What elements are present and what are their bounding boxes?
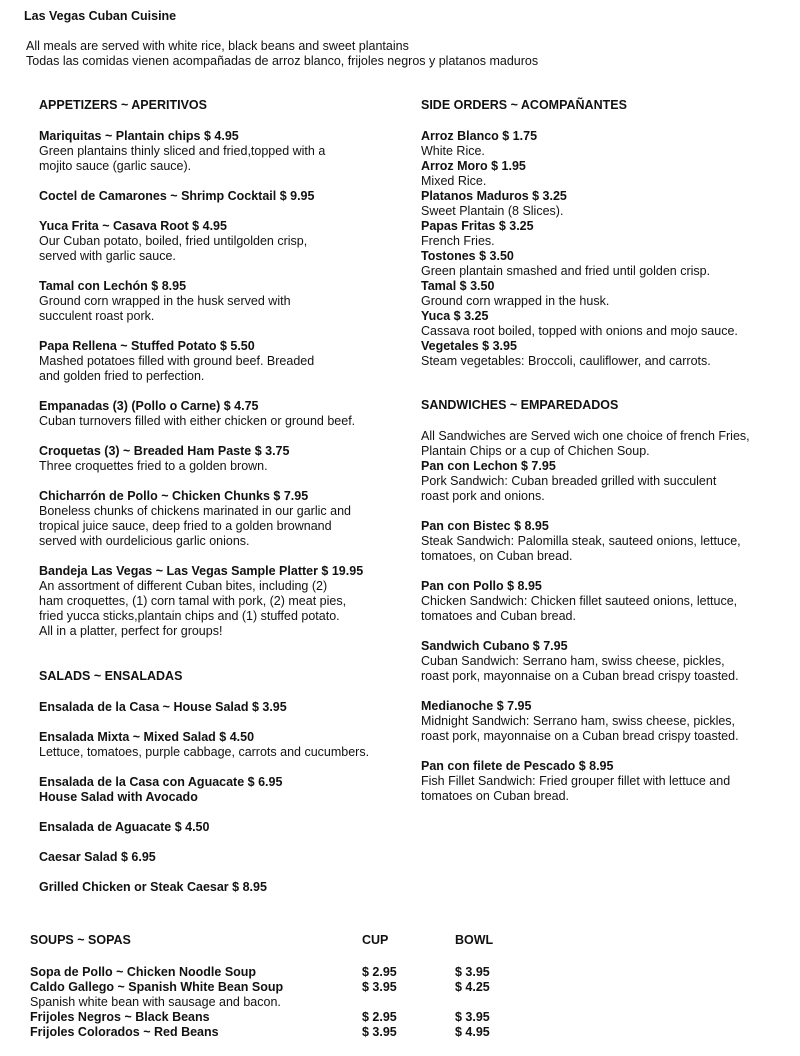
menu-item-name: Ensalada de la Casa ~ House Salad $ 3.95: [39, 700, 287, 714]
menu-item-description: Cassava root boiled, topped with onions and mojo sauce.: [421, 324, 738, 338]
menu-item-name-english: House Salad with Avocado: [39, 790, 198, 804]
menu-item: [421, 309, 791, 339]
menu-item: [421, 129, 791, 159]
salads-section: [39, 669, 409, 895]
menu-item-name: Sandwich Cubano $ 7.95: [421, 639, 568, 653]
menu-item-description: Lettuce, tomatoes, purple cabbage, carrots and cucumbers.: [39, 745, 370, 759]
soup-row: [30, 965, 590, 980]
intro-line-english: All meals are served with white rice, black beans and sweet plantains: [26, 39, 409, 53]
menu-item-description: Ground corn wrapped in the husk served with succulent roast pork.: [39, 294, 291, 323]
soup-name: Sopa de Pollo ~ Chicken Noodle Soup: [30, 965, 257, 979]
appetizers-heading: APPETIZERS ~ APERITIVOS: [39, 98, 207, 112]
sandwiches-note: All Sandwiches are Served wich one choice of french Fries, Plantain Chips or a cup of Chichen Soup.: [421, 429, 750, 458]
menu-item-name: Pan con Bistec $ 8.95: [421, 519, 549, 533]
menu-item: [39, 279, 409, 324]
soups-header-row: [30, 933, 590, 948]
soup-row: [30, 1025, 590, 1040]
menu-item-name: Grilled Chicken or Steak Caesar $ 8.95: [39, 880, 267, 894]
menu-item-description: Cuban Sandwich: Serrano ham, swiss cheese, pickles, roast pork, mayonnaise on a Cuban bread crispy toasted.: [421, 654, 739, 683]
menu-item-name: Empanadas (3) (Pollo o Carne) $ 4.75: [39, 399, 259, 413]
menu-item: [39, 189, 409, 204]
menu-item: [39, 820, 409, 835]
menu-item-name: Pan con filete de Pescado $ 8.95: [421, 759, 614, 773]
menu-item: [39, 219, 409, 264]
menu-item-description: Cuban turnovers filled with either chicken or ground beef.: [39, 414, 356, 428]
menu-item: [421, 189, 791, 219]
menu-item-name: Coctel de Camarones ~ Shrimp Cocktail $ 9.95: [39, 189, 315, 203]
menu-item-name: Arroz Moro $ 1.95: [421, 159, 526, 173]
menu-item-name: Yuca $ 3.25: [421, 309, 489, 323]
menu-item: [421, 639, 791, 684]
menu-item: [39, 399, 409, 429]
menu-item-name: Medianoche $ 7.95: [421, 699, 532, 713]
menu-item: [421, 159, 791, 189]
menu-item-description: Mixed Rice.: [421, 174, 487, 188]
menu-item-name: Pan con Pollo $ 8.95: [421, 579, 542, 593]
menu-item-name: Tamal con Lechón $ 8.95: [39, 279, 187, 293]
menu-item-description: Our Cuban potato, boiled, fried untilgolden crisp, served with garlic sauce.: [39, 234, 308, 263]
appetizers-section: [39, 98, 409, 639]
menu-item-name: Tamal $ 3.50: [421, 279, 495, 293]
menu-item: [421, 339, 791, 369]
page-title: Las Vegas Cuban Cuisine: [24, 9, 177, 23]
menu-item: [39, 339, 409, 384]
menu-item-description: Fish Fillet Sandwich: Fried grouper fillet with lettuce and tomatoes on Cuban bread.: [421, 774, 731, 803]
menu-item: [421, 249, 791, 279]
menu-item: [39, 775, 409, 805]
menu-item: [421, 519, 791, 564]
menu-item-name: Vegetales $ 3.95: [421, 339, 517, 353]
menu-item-description: Pork Sandwich: Cuban breaded grilled with succulent roast pork and onions.: [421, 474, 717, 503]
menu-item: [421, 279, 791, 309]
menu-item-description: White Rice.: [421, 144, 485, 158]
menu-item: [421, 459, 791, 504]
soups-rows: [30, 965, 590, 1040]
menu-item-name: Bandeja Las Vegas ~ Las Vegas Sample Platter $ 19.95: [39, 564, 364, 578]
menu-item: [39, 700, 409, 715]
sides-section: [421, 98, 791, 369]
soups-section: [30, 933, 590, 1040]
menu-item: [421, 699, 791, 744]
menu-item-description: Green plantain smashed and fried until golden crisp.: [421, 264, 711, 278]
menu-item-description: Chicken Sandwich: Chicken fillet sauteed onions, lettuce, tomatoes and Cuban bread.: [421, 594, 738, 623]
menu-item-description: Steam vegetables: Broccoli, cauliflower, and carrots.: [421, 354, 711, 368]
menu-item: [39, 444, 409, 474]
right-column: [421, 98, 791, 804]
menu-item-name: Arroz Blanco $ 1.75: [421, 129, 538, 143]
soup-bowl-price: $ 4.95: [455, 1025, 490, 1039]
menu-item: [39, 730, 409, 760]
menu-item-name: Platanos Maduros $ 3.25: [421, 189, 567, 203]
soup-row: [30, 1010, 590, 1025]
soups-heading: SOUPS ~ SOPAS: [30, 933, 131, 947]
soup-row: [30, 980, 590, 995]
sandwiches-heading: SANDWICHES ~ EMPAREDADOS: [421, 398, 619, 412]
menu-item-name: Caesar Salad $ 6.95: [39, 850, 156, 864]
soup-bowl-price: $ 3.95: [455, 1010, 490, 1024]
intro-line-spanish: Todas las comidas vienen acompañadas de arroz blanco, frijoles negros y platanos maduros: [26, 54, 539, 68]
menu-item-description: Midnight Sandwich: Serrano ham, swiss cheese, pickles, roast pork, mayonnaise on a Cuban bread crispy toasted.: [421, 714, 739, 743]
soup-name: Frijoles Negros ~ Black Beans: [30, 1010, 210, 1024]
soup-bowl-price: $ 3.95: [455, 965, 490, 979]
menu-item-name: Papas Fritas $ 3.25: [421, 219, 534, 233]
menu-item: [39, 129, 409, 174]
salads-heading: SALADS ~ ENSALADAS: [39, 669, 183, 683]
menu-item-name: Ensalada de la Casa con Aguacate $ 6.95: [39, 775, 283, 789]
soup-bowl-price: $ 4.25: [455, 980, 490, 994]
menu-item-description: Green plantains thinly sliced and fried,topped with a mojito sauce (garlic sauce).: [39, 144, 326, 173]
menu-item-description: An assortment of different Cuban bites, including (2) ham croquettes, (1) corn tamal with pork, (2) meat pies, fried yucca sticks,plantain chips and (1) stuffed potato. All in a platter, perfect for groups!: [39, 579, 347, 638]
menu-item-name: Croquetas (3) ~ Breaded Ham Paste $ 3.75: [39, 444, 290, 458]
cup-column-header: CUP: [362, 933, 389, 947]
soup-cup-price: $ 2.95: [362, 965, 397, 979]
soup-cup-price: $ 2.95: [362, 1010, 397, 1024]
soup-cup-price: $ 3.95: [362, 980, 397, 994]
left-column: [39, 98, 409, 895]
sandwiches-section: [421, 398, 791, 804]
menu-item: [421, 219, 791, 249]
soup-name: Frijoles Colorados ~ Red Beans: [30, 1025, 219, 1039]
sides-heading: SIDE ORDERS ~ ACOMPAÑANTES: [421, 98, 627, 112]
menu-item-description: French Fries.: [421, 234, 495, 248]
menu-item: [421, 759, 791, 804]
bowl-column-header: BOWL: [455, 933, 494, 947]
menu-item-description: Steak Sandwich: Palomilla steak, sauteed onions, lettuce, tomatoes, on Cuban bread.: [421, 534, 741, 563]
soup-name: Caldo Gallego ~ Spanish White Bean Soup: [30, 980, 284, 994]
menu-item-description: Three croquettes fried to a golden brown.: [39, 459, 268, 473]
menu-item-name: Mariquitas ~ Plantain chips $ 4.95: [39, 129, 239, 143]
menu-item-name: Yuca Frita ~ Casava Root $ 4.95: [39, 219, 227, 233]
menu-item: [39, 564, 409, 639]
menu-item-name: Chicharrón de Pollo ~ Chicken Chunks $ 7.95: [39, 489, 309, 503]
soup-note: Spanish white bean with sausage and bacon.: [30, 995, 281, 1009]
intro-text: [26, 39, 538, 69]
menu-item-description: Mashed potatoes filled with ground beef. Breaded and golden fried to perfection.: [39, 354, 315, 383]
menu-item: [39, 489, 409, 549]
menu-item: [39, 880, 409, 895]
menu-item: [39, 850, 409, 865]
menu-item-description: Boneless chunks of chickens marinated in our garlic and tropical juice sauce, deep fried to a golden brownand served with ourdelicious garlic onions.: [39, 504, 351, 548]
menu-item-description: Sweet Plantain (8 Slices).: [421, 204, 564, 218]
menu-item-name: Ensalada Mixta ~ Mixed Salad $ 4.50: [39, 730, 255, 744]
menu-item-name: Tostones $ 3.50: [421, 249, 514, 263]
soup-cup-price: $ 3.95: [362, 1025, 397, 1039]
menu-item-description: Ground corn wrapped in the husk.: [421, 294, 610, 308]
menu-item-name: Ensalada de Aguacate $ 4.50: [39, 820, 210, 834]
menu-item-name: Papa Rellena ~ Stuffed Potato $ 5.50: [39, 339, 255, 353]
menu-item: [421, 579, 791, 624]
menu-item-name: Pan con Lechon $ 7.95: [421, 459, 556, 473]
